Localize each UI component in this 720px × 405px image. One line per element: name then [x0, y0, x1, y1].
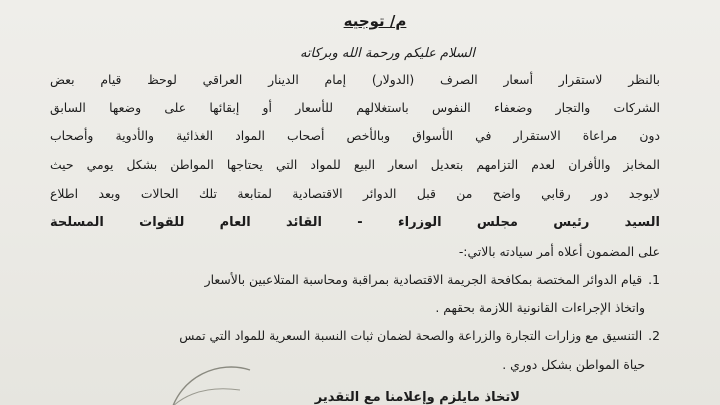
body-line-1: بالنظر لاستقرار أسعار الصرف (الدولار) إمام الدينار العراقي لوحظ قيام بعض [50, 72, 660, 87]
body-line-4: المخابز والأفران لعدم التزامهم بتعديل اسعار البيع للمواد التي يحتاجها المواطن بشكل يومي حيث [50, 157, 660, 172]
item-number: 1. [648, 272, 660, 287]
list-item-2 [179, 328, 660, 343]
item-number: 2. [648, 328, 660, 343]
approval-line: على المضمون أعلاه أمر سيادته بالاتي:- [458, 244, 660, 259]
body-line-2: الشركات والتجار وضعفاء النفوس باستغلالهم للأسعار أو إبقائها على وضعها السابق [50, 100, 660, 115]
greeting: السلام عليكم ورحمة الله وبركاته [299, 46, 475, 61]
list-item-2-continuation: حياة المواطن بشكل دوري . [502, 357, 645, 372]
title-line: السيد رئيس مجلس الوزراء - القائد العام للقوات المسلحة [50, 215, 660, 230]
stamp-mark [150, 355, 260, 405]
closing-line: لاتخاذ مايلزم وإعلامنا مع التقدير [314, 390, 520, 405]
body-line-5: لايوجد دور رقابي واضح من قبل الدوائر الاقتصادية لمتابعة تلك الحالات وبعد اطلاع [50, 186, 660, 201]
list-item-1-continuation: واتخاذ الإجراءات القانونية اللازمة بحقهم . [435, 300, 645, 315]
document-subject: م/ توجيه [343, 12, 407, 30]
item-text: التنسيق مع وزارات التجارة والزراعة والصحة لضمان ثبات النسبة السعرية للمواد التي تمس [179, 328, 643, 343]
item-text: قيام الدوائر المختصة بمكافحة الجريمة الاقتصادية بمراقبة ومحاسبة المتلاعبين بالأسعار [204, 272, 643, 287]
list-item-1 [205, 272, 660, 287]
body-line-3: دون مراعاة الاستقرار في الأسواق وبالأخص أصحاب المواد الغذائية والأدوية وأصحاب [50, 128, 660, 143]
